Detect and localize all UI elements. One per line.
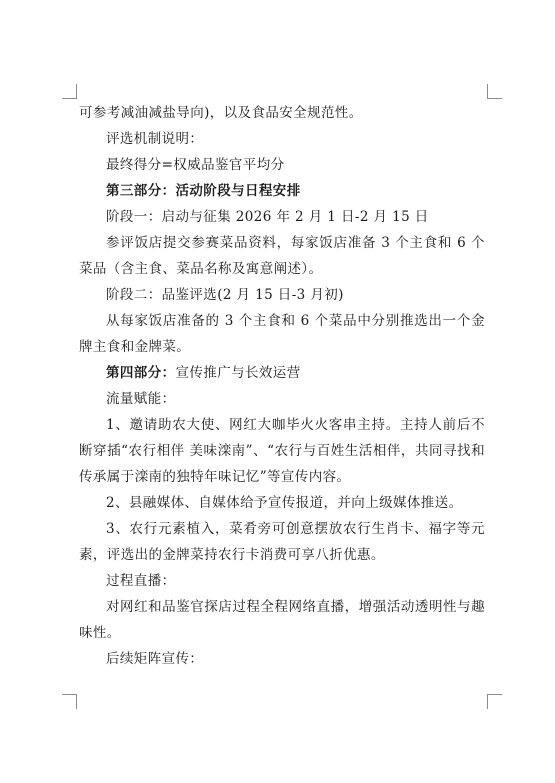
paragraph-item-3: 3、农行元素植入，菜肴旁可创意摆放农行生肖卡、福字等元素，评选出的金牌菜持农行卡消费可享八折优惠。 <box>79 521 485 563</box>
paragraph-livestream-heading: 过程直播： <box>106 573 176 589</box>
paragraph-stage-2: 阶段二：品鉴评选(2 月 15 日-3 月初) <box>106 287 344 303</box>
paragraph-traffic: 流量赋能： <box>106 391 176 407</box>
paragraph-stage-1: 阶段一：启动与征集 2026 年 2 月 1 日-2 月 15 日 <box>106 209 429 225</box>
section-3-heading <box>79 178 485 204</box>
paragraph-scoring-heading: 评选机制说明： <box>106 131 204 147</box>
section-4-heading <box>79 360 485 386</box>
paragraph-stage-2-detail: 从每家饭店准备的 3 个主食和 6 个菜品中分别推选出一个金牌主食和金牌菜。 <box>79 313 485 355</box>
paragraph-livestream-detail: 对网红和品鉴官探店过程全程网络直播，增强活动透明性与趣味性。 <box>79 599 485 641</box>
section-4-title: 宣传推广与长效运营 <box>175 365 301 381</box>
margin-mark-top-right <box>487 84 502 99</box>
paragraph-continuation: 可参考减油减盐导向)，以及食品安全规范性。 <box>79 105 363 121</box>
paragraph-matrix-heading: 后续矩阵宣传： <box>106 651 204 667</box>
document-body <box>79 100 485 672</box>
section-4-label: 第四部分： <box>106 365 176 381</box>
paragraph-item-1: 1、邀请助农大使、网红大咖毕火火客串主持。主持人前后不断穿插“农行相伴 美味滦南”、“农行与百姓生活相伴，共同寻找和传承属于滦南的独特年味记忆”等宣传内容。 <box>79 417 485 485</box>
margin-mark-top-left <box>62 84 77 99</box>
paragraph-stage-1-detail: 参评饭店提交参赛菜品资料，每家饭店准备 3 个主食和 6 个菜品（含主食、菜品名称及寓意阐述）。 <box>79 235 485 277</box>
margin-mark-bottom-left <box>62 694 77 709</box>
margin-mark-bottom-right <box>487 694 502 709</box>
section-3-title: 第三部分：活动阶段与日程安排 <box>106 183 301 199</box>
paragraph-scoring-formula: 最终得分=权威品鉴官平均分 <box>106 157 285 173</box>
paragraph-item-2: 2、县融媒体、自媒体给予宣传报道，并向上级媒体推送。 <box>106 495 463 511</box>
